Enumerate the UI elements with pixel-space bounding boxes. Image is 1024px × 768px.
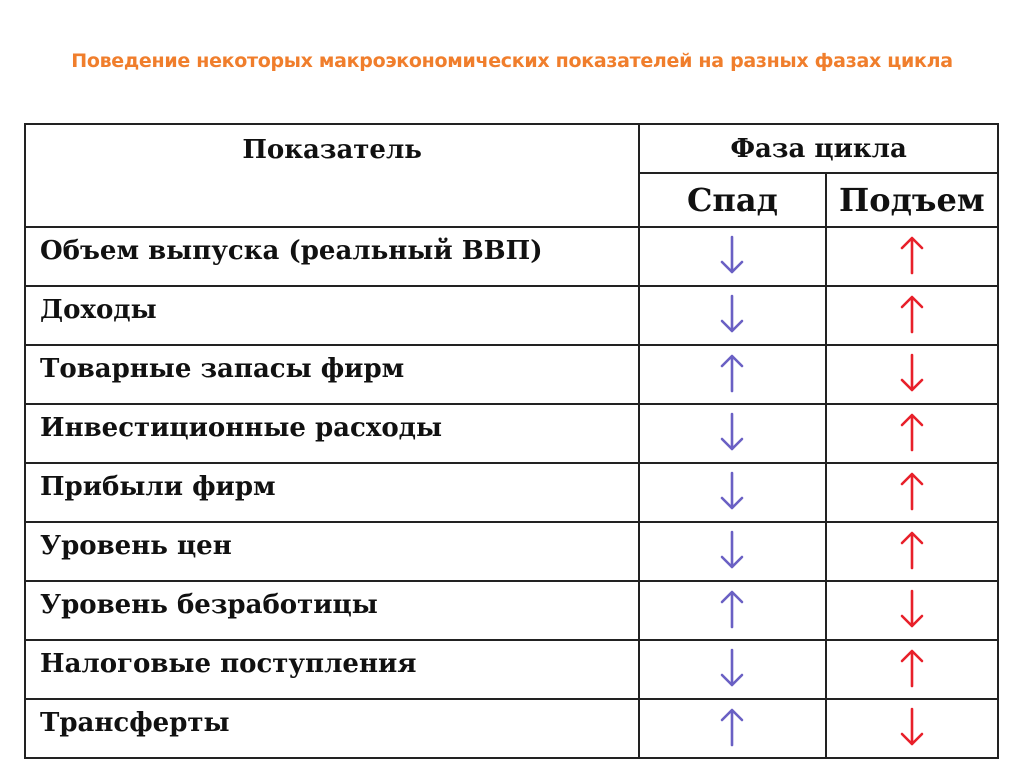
recession-trend-cell: [639, 522, 825, 581]
arrow-up-icon: [899, 294, 925, 334]
slide-title: Поведение некоторых макроэкономических показателей на разных фазах цикла: [71, 50, 953, 72]
arrow-up-icon: [719, 589, 745, 629]
indicator-label: Уровень цен: [25, 522, 639, 581]
expansion-trend-cell: [826, 286, 998, 345]
recession-trend-cell: [639, 404, 825, 463]
recession-trend-cell: [639, 581, 825, 640]
indicator-label: Доходы: [25, 286, 639, 345]
arrow-down-icon: [719, 412, 745, 452]
indicator-label: Налоговые поступления: [25, 640, 639, 699]
recession-trend-cell: [639, 640, 825, 699]
header-expansion: Подъем: [826, 173, 998, 227]
header-indicator: Показатель: [25, 124, 639, 227]
expansion-trend-cell: [826, 227, 998, 286]
indicator-label: Уровень безработицы: [25, 581, 639, 640]
arrow-up-icon: [899, 648, 925, 688]
indicators-table: [24, 123, 999, 759]
arrow-down-icon: [719, 235, 745, 275]
indicator-label: Прибыли фирм: [25, 463, 639, 522]
recession-trend-cell: [639, 463, 825, 522]
recession-trend-cell: [639, 227, 825, 286]
table-row: [25, 345, 998, 404]
indicator-label: Инвестиционные расходы: [25, 404, 639, 463]
arrow-up-icon: [719, 353, 745, 393]
arrow-down-icon: [719, 294, 745, 334]
table-row: [25, 581, 998, 640]
expansion-trend-cell: [826, 581, 998, 640]
arrow-up-icon: [899, 235, 925, 275]
arrow-up-icon: [899, 471, 925, 511]
indicator-label: Трансферты: [25, 699, 639, 758]
table-row: [25, 227, 998, 286]
expansion-trend-cell: [826, 463, 998, 522]
header-recession: Спад: [639, 173, 825, 227]
recession-trend-cell: [639, 286, 825, 345]
expansion-trend-cell: [826, 640, 998, 699]
arrow-down-icon: [719, 471, 745, 511]
table-row: [25, 286, 998, 345]
table-row: [25, 640, 998, 699]
expansion-trend-cell: [826, 522, 998, 581]
arrow-up-icon: [899, 530, 925, 570]
recession-trend-cell: [639, 345, 825, 404]
header-phase: Фаза цикла: [639, 124, 998, 173]
arrow-down-icon: [899, 707, 925, 747]
expansion-trend-cell: [826, 699, 998, 758]
table-row: [25, 404, 998, 463]
table-row: [25, 699, 998, 758]
table-row: [25, 522, 998, 581]
arrow-down-icon: [719, 648, 745, 688]
indicator-label: Объем выпуска (реальный ВВП): [25, 227, 639, 286]
arrow-down-icon: [899, 353, 925, 393]
indicator-label: Товарные запасы фирм: [25, 345, 639, 404]
arrow-up-icon: [719, 707, 745, 747]
expansion-trend-cell: [826, 404, 998, 463]
arrow-down-icon: [719, 530, 745, 570]
arrow-down-icon: [899, 589, 925, 629]
expansion-trend-cell: [826, 345, 998, 404]
recession-trend-cell: [639, 699, 825, 758]
arrow-up-icon: [899, 412, 925, 452]
table-row: [25, 463, 998, 522]
